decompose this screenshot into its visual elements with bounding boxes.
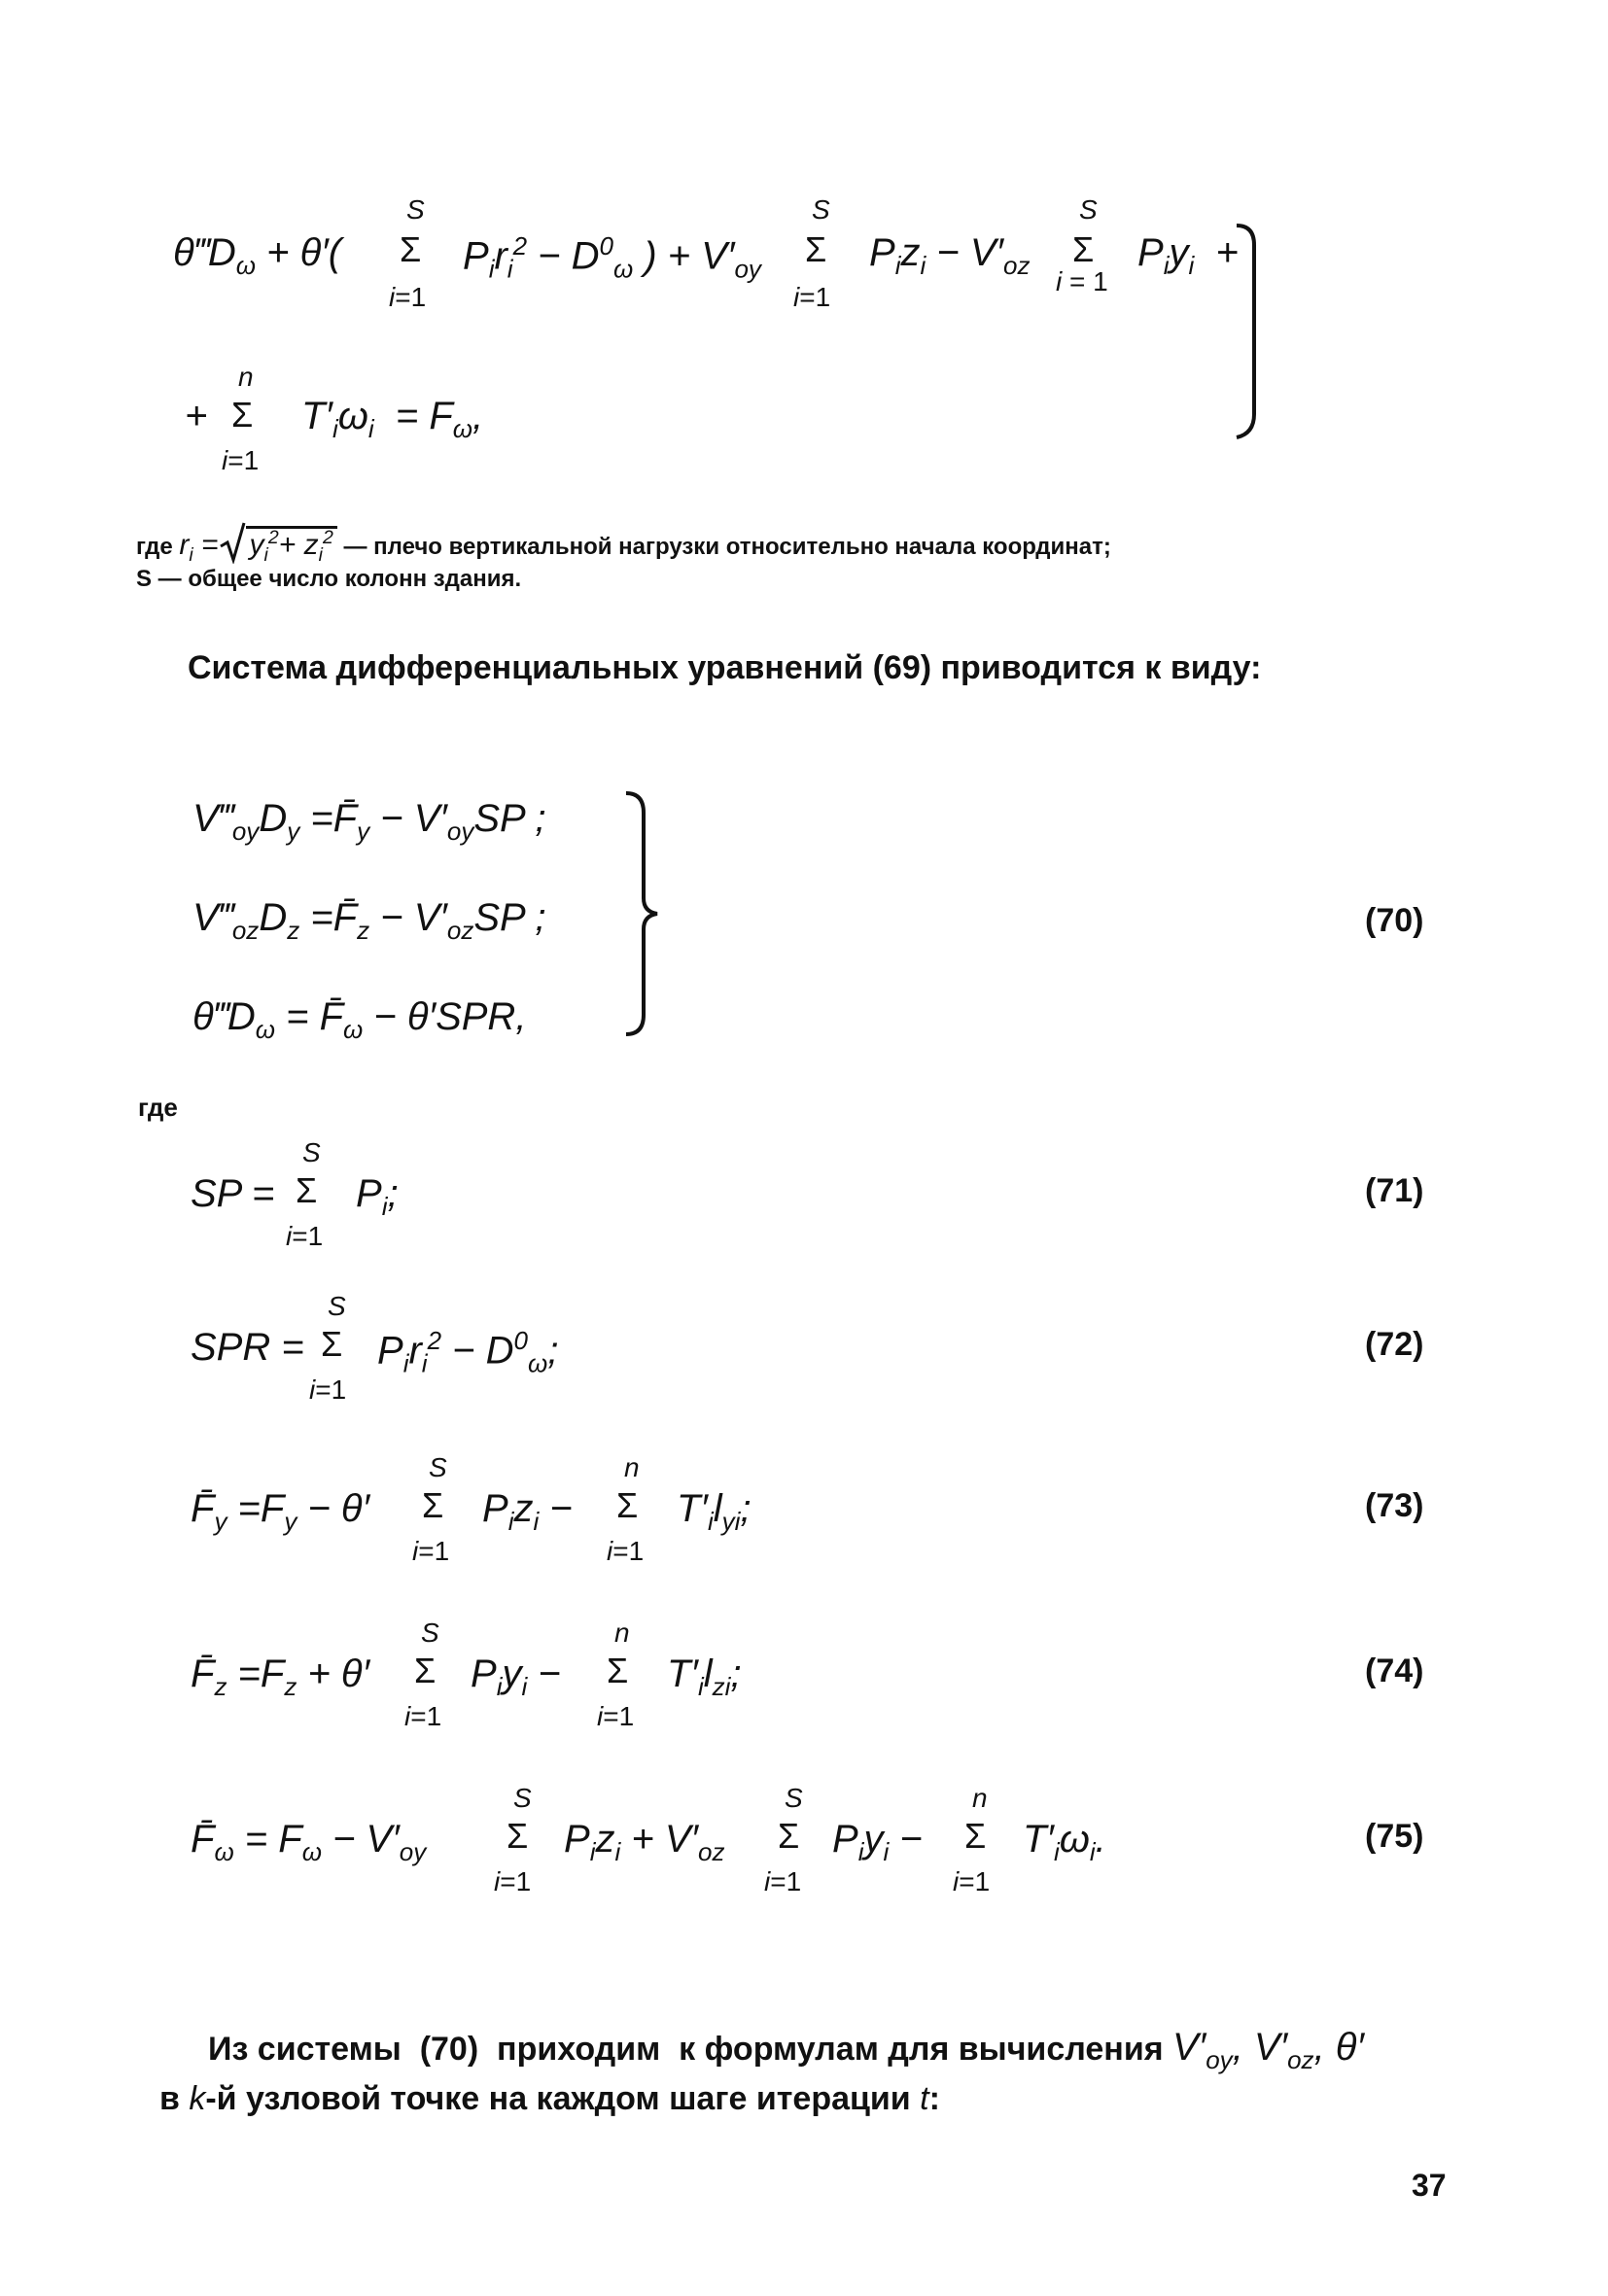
equation-number-75: (75) (1365, 1818, 1424, 1855)
sum-symbol: Σ (231, 395, 254, 435)
sum-symbol: Σ (296, 1170, 318, 1210)
sum-symbol: Σ (805, 229, 827, 269)
where-label: где (138, 1093, 178, 1122)
note-line-2: S — общее число колонн здания. (136, 566, 522, 592)
right-brace (622, 789, 665, 1038)
equation-number-74: (74) (1365, 1652, 1424, 1689)
sum-symbol: Σ (321, 1324, 343, 1364)
sum-symbol: Σ (507, 1816, 529, 1856)
paragraph-2-line-1: Из системы (70) приходим к формулам для вычисления $V'_{oy}$, $V'_{oz}$, θ′ (208, 2026, 1364, 2074)
sum-symbol: Σ (778, 1816, 800, 1856)
eq1-theta-term: $\theta‴D_\omega + \theta'$( (173, 231, 342, 280)
system-eq-2: $V‴_{oz}D_z$ $=F̄_z - V'_{oz}SP$ ; (192, 896, 546, 945)
paragraph-2-line-2: в k-й узловой точке на каждом шаге итерации t: (159, 2080, 940, 2117)
sum-symbol: Σ (422, 1485, 444, 1525)
system-eq-1: $V‴_{oy}D_y$ $=F̄_y - V'_{oy}SP$ ; (192, 797, 546, 846)
equation-number-73: (73) (1365, 1487, 1424, 1524)
sum-symbol: Σ (1072, 229, 1095, 269)
paragraph-1: Система дифференциальных уравнений (69) приводится к виду: (188, 649, 1262, 686)
equation-number-71: (71) (1365, 1172, 1424, 1209)
sum-symbol: Σ (964, 1816, 987, 1856)
page-number: 37 (1412, 2168, 1447, 2203)
sum-symbol: Σ (414, 1651, 437, 1690)
right-brace (1233, 222, 1272, 441)
note-line-1: где $r_i = y_i^2+ z_i^2$ — плечо вертикальной нагрузки относительно начала координат; (136, 521, 1111, 567)
equation-number-70: (70) (1365, 902, 1424, 939)
sum-symbol: Σ (400, 229, 422, 269)
sqrt-sign (219, 521, 246, 564)
system-eq-3: $\theta‴D_\omega$ = $F̄_\omega - \theta'SPR$, (192, 995, 527, 1044)
sum-symbol: Σ (607, 1651, 629, 1690)
equation-number-72: (72) (1365, 1326, 1424, 1363)
sum-symbol: Σ (616, 1485, 639, 1525)
